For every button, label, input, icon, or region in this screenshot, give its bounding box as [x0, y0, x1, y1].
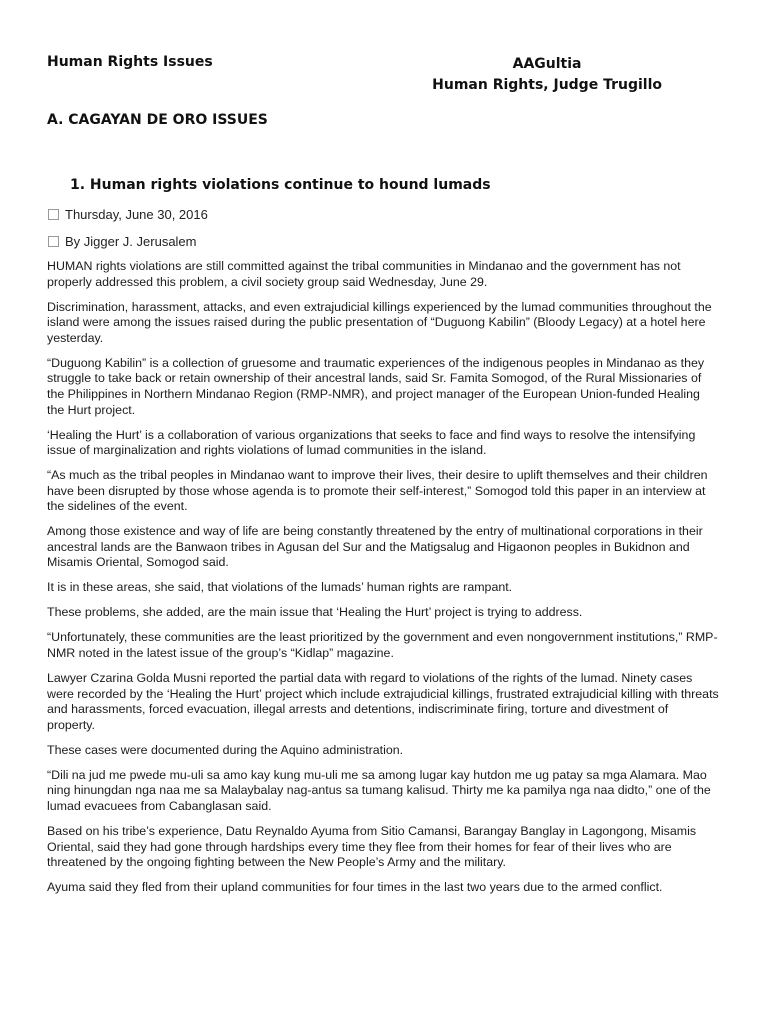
header-topic: Human Rights Issues [47, 54, 213, 70]
header-author-block [432, 54, 662, 96]
article-title: 1. Human rights violations continue to hound lumads [70, 177, 491, 193]
paragraph: “As much as the tribal peoples in Mindanao want to improve their lives, their desire to uplift themselves and their children have been disrupted by those whose agenda is to promote their self-interest,” Somogod told this paper in an interview at the sidelines of the event. [47, 468, 708, 514]
article-date-row [48, 207, 208, 222]
paragraph: Lawyer Czarina Golda Musni reported the partial data with regard to violations of the rights of the lumad. Ninety cases were recorded by the ‘Healing the Hurt’ project which include extrajudicial killings, frustrated extrajudicial killing with threats and harassments, forced evacuation, illegal arrests and detentions, indiscriminate firing, torture and divestment of property. [47, 670, 719, 732]
article-byline-row [48, 234, 197, 249]
header-course: Human Rights, Judge Trugillo [432, 77, 662, 93]
paragraph: It is in these areas, she said, that violations of the lumads’ human rights are rampant. [47, 580, 513, 595]
bullet-icon [48, 209, 59, 220]
paragraph: “Duguong Kabilin” is a collection of gruesome and traumatic experiences of the indigenous peoples in Mindanao as they struggle to take back or retain ownership of their ancestral lands, said Sr. Famita Somogod, of the Rural Missionaries of the Philippines in Northern Mindanao Region (RMP-NMR), and project manager of the European Union-funded Healing the Hurt project. [47, 355, 705, 417]
paragraph: Ayuma said they fled from their upland communities for four times in the last two years due to the armed conflict. [47, 880, 663, 895]
paragraph: Among those existence and way of life are being constantly threatened by the entry of multinational corporations in their ancestral lands are the Banwaon tribes in Agusan del Sur and the Matigsalug and Higaonon peoples in Bukidnon and Misamis Oriental, Somogod said. [47, 524, 703, 570]
paragraph: These cases were documented during the Aquino administration. [47, 742, 404, 757]
paragraph: “Dili na jud me pwede mu-uli sa amo kay kung mu-uli me sa among lugar kay hutdon me ug patay sa mga Alamara. Mao ning hinungdan nga naa me sa Malaybalay nag-antus sa tumang kalisud. Thirty me ka pamilya nga naa didto,” one of the lumad evacuees from Cabanglasan said. [47, 767, 711, 813]
bullet-icon [48, 236, 59, 247]
paragraph: These problems, she added, are the main issue that ‘Healing the Hurt’ project is trying to address. [47, 605, 583, 620]
paragraph: Based on his tribe’s experience, Datu Reynaldo Ayuma from Sitio Camansi, Barangay Banglay in Lagongong, Misamis Oriental, said they had gone through hardships every time they flee from their homes for fear of their lives who are threatened by the ongoing fighting between the New People’s Army and the military. [47, 823, 697, 870]
article-date: Thursday, June 30, 2016 [65, 207, 208, 222]
header-author: AAGultia [512, 56, 582, 72]
paragraph: HUMAN rights violations are still committed against the tribal communities in Mindanao and the government has not properly addressed this problem, a civil society group said Wednesday, June 29. [47, 259, 681, 289]
paragraph: Discrimination, harassment, attacks, and even extrajudicial killings experienced by the lumad communities throughout the island were among the issues raised during the public presentation of “Duguong Kabilin” (Bloody Legacy) at a hotel here yesterday. [47, 299, 712, 345]
article-body [47, 259, 719, 905]
paragraph: “Unfortunately, these communities are the least prioritized by the government and even nongovernment institutions,” RMP-NMR noted in the latest issue of the group’s “Kidlap” magazine. [47, 630, 718, 660]
section-title: A. CAGAYAN DE ORO ISSUES [47, 112, 268, 128]
article-byline: By Jigger J. Jerusalem [65, 234, 197, 249]
paragraph: ‘Healing the Hurt’ is a collaboration of various organizations that seeks to face and find ways to resolve the intensifying issue of marginalization and rights violations of lumad communities in the island. [47, 427, 696, 458]
